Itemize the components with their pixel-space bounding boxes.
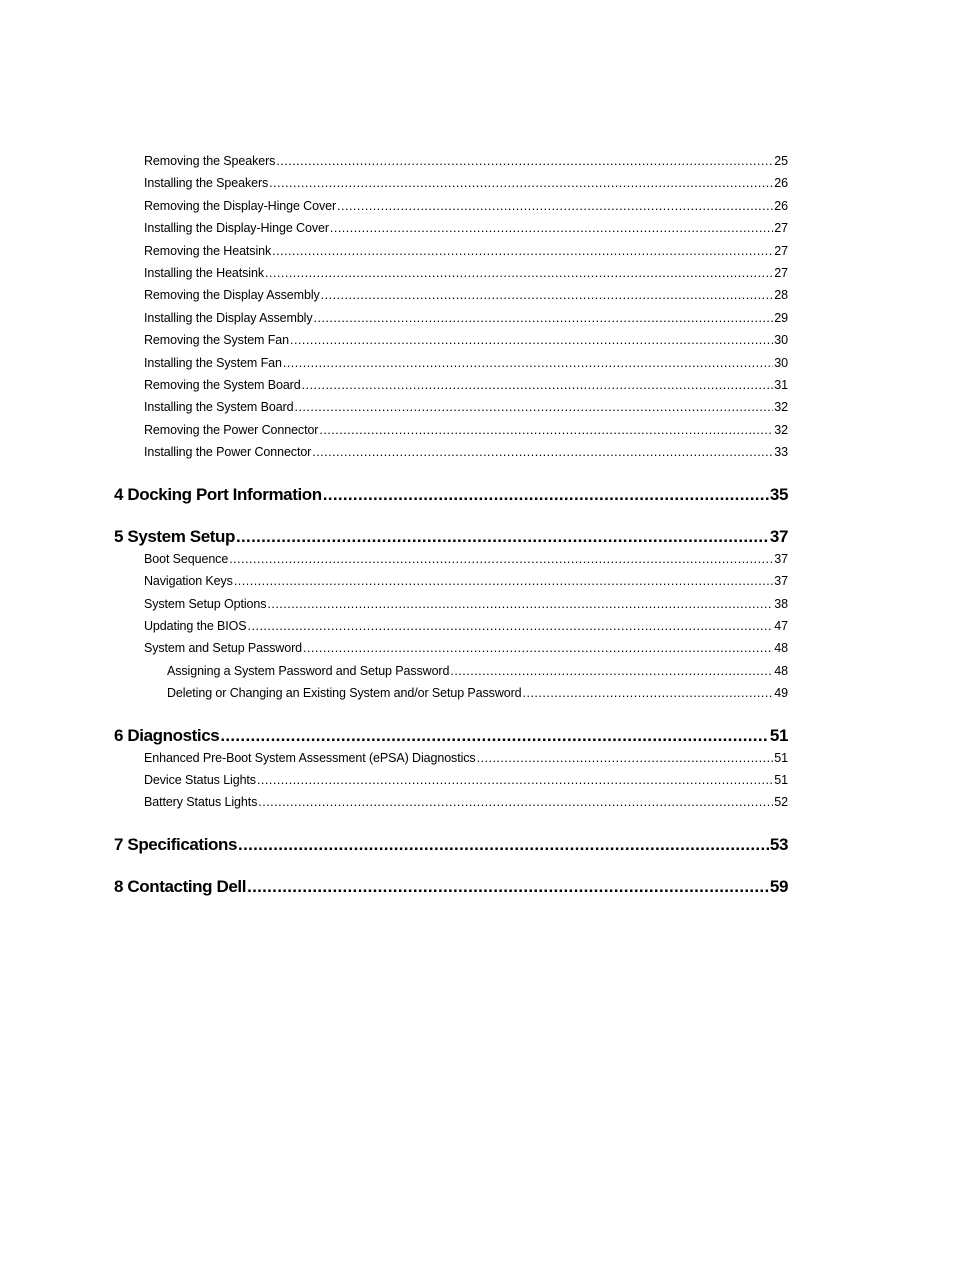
toc-entry[interactable] (114, 769, 788, 791)
toc-entry[interactable] (114, 637, 788, 659)
dot-leader (257, 769, 773, 791)
toc-entry[interactable] (114, 150, 788, 172)
toc-entry-label: System Setup Options (144, 596, 267, 611)
dot-leader (283, 352, 773, 374)
toc-chapter-7[interactable] (114, 834, 788, 856)
dot-leader (247, 876, 769, 898)
toc-entry-page: 26 (774, 198, 788, 213)
toc-entry-label: Installing the Display Assembly (144, 310, 313, 325)
toc-entry-page: 31 (774, 378, 788, 393)
toc-entry-page: 48 (774, 641, 788, 656)
toc-entry[interactable] (114, 419, 788, 441)
chapter-label: 4 Docking Port Information (114, 484, 322, 504)
toc-entry[interactable] (114, 593, 788, 615)
toc-entry[interactable] (114, 262, 788, 284)
toc-subentry[interactable] (114, 660, 788, 682)
table-of-contents (114, 150, 788, 898)
toc-entry[interactable] (114, 307, 788, 329)
chapter-label: 7 Specifications (114, 834, 238, 854)
chapter-label: 6 Diagnostics (114, 725, 220, 745)
toc-entry-label: Navigation Keys (144, 574, 233, 589)
toc-entry-label: Removing the Power Connector (144, 422, 319, 437)
toc-entry-label: Removing the System Board (144, 378, 301, 393)
toc-entry[interactable] (114, 548, 788, 570)
toc-entry-page: 48 (774, 663, 788, 678)
dot-leader (523, 682, 774, 704)
chapter-page: 59 (769, 876, 788, 896)
toc-chapter-5[interactable] (114, 526, 788, 548)
toc-entry-page: 29 (774, 310, 788, 325)
dot-leader (269, 172, 773, 194)
toc-entry-label: Device Status Lights (144, 772, 256, 787)
toc-entry-label: Boot Sequence (144, 551, 229, 566)
toc-entry-page: 30 (774, 355, 788, 370)
toc-chapter-8[interactable] (114, 876, 788, 898)
toc-entry[interactable] (114, 374, 788, 396)
toc-entry-label: Assigning a System Password and Setup Password (167, 663, 450, 678)
toc-entry[interactable] (114, 217, 788, 239)
toc-entry-label: Removing the Speakers (144, 154, 276, 168)
toc-entry-label: Removing the System Fan (144, 333, 289, 348)
toc-entry-label: Deleting or Changing an Existing System and/or Setup Password (167, 686, 522, 701)
toc-entry-label: Installing the Display-Hinge Cover (144, 221, 329, 236)
toc-entry-label: Enhanced Pre-Boot System Assessment (ePSA) Diagnostics (144, 750, 476, 765)
chapter-page: 35 (769, 484, 788, 504)
toc-entry[interactable] (114, 240, 788, 262)
toc-entry-page: 37 (774, 574, 788, 589)
dot-leader (337, 195, 773, 217)
toc-entry[interactable] (114, 195, 788, 217)
dot-leader (290, 329, 773, 351)
toc-entry-label: Installing the Heatsink (144, 266, 264, 281)
toc-entry-label: Installing the System Fan (144, 355, 282, 370)
toc-entry[interactable] (114, 352, 788, 374)
dot-leader (321, 284, 774, 306)
toc-entry-page: 30 (774, 333, 788, 348)
toc-entry-label: Installing the System Board (144, 400, 294, 415)
toc-entry-label: Battery Status Lights (144, 795, 258, 810)
chapter-page: 37 (769, 526, 788, 546)
toc-entry[interactable] (114, 329, 788, 351)
toc-chapter-4[interactable] (114, 484, 788, 506)
dot-leader (267, 593, 773, 615)
dot-leader (319, 419, 773, 441)
toc-entry-page: 49 (774, 686, 788, 701)
dot-leader (234, 570, 773, 592)
toc-entry[interactable] (114, 791, 788, 813)
dot-leader (323, 484, 769, 506)
dot-leader (303, 637, 773, 659)
dot-leader (330, 217, 773, 239)
dot-leader (302, 374, 774, 396)
toc-entry-label: System and Setup Password (144, 641, 302, 656)
toc-entry-label: Removing the Display-Hinge Cover (144, 198, 337, 213)
toc-entry-page: 32 (774, 422, 788, 437)
toc-entry[interactable] (114, 284, 788, 306)
chapter-label: 8 Contacting Dell (114, 876, 247, 896)
dot-leader (236, 526, 769, 548)
toc-entry-page: 47 (774, 618, 788, 633)
dot-leader (312, 441, 773, 463)
dot-leader (258, 791, 773, 813)
toc-entry-label: Installing the Power Connector (144, 445, 312, 460)
toc-entry[interactable] (114, 570, 788, 592)
chapter-page: 53 (769, 834, 788, 854)
toc-entry[interactable] (114, 172, 788, 194)
toc-entry-label: Updating the BIOS (144, 618, 247, 633)
toc-entry-page: 52 (774, 795, 788, 810)
toc-entry-label: Removing the Heatsink (144, 243, 272, 258)
toc-entry-page: 26 (774, 176, 788, 191)
toc-entry-page: 51 (774, 750, 788, 765)
toc-entry-page: 51 (774, 772, 788, 787)
dot-leader (229, 548, 773, 570)
toc-entry-page: 27 (774, 221, 788, 236)
toc-chapter-6[interactable] (114, 725, 788, 747)
toc-entry[interactable] (114, 747, 788, 769)
dot-leader (248, 615, 774, 637)
toc-subentry[interactable] (114, 682, 788, 704)
chapter-page: 51 (769, 725, 788, 745)
dot-leader (276, 150, 773, 172)
dot-leader (450, 660, 773, 682)
chapter-label: 5 System Setup (114, 526, 236, 546)
toc-entry-page: 32 (774, 400, 788, 415)
dot-leader (238, 834, 769, 856)
toc-entry-page: 25 (774, 154, 788, 168)
toc-entry-page: 37 (774, 551, 788, 566)
dot-leader (272, 240, 773, 262)
dot-leader (314, 307, 774, 329)
dot-leader (294, 396, 773, 418)
toc-entry-page: 28 (774, 288, 788, 303)
dot-leader (477, 747, 774, 769)
dot-leader (265, 262, 773, 284)
toc-entry-label: Removing the Display Assembly (144, 288, 320, 303)
toc-entry[interactable] (114, 441, 788, 463)
toc-entry-page: 38 (774, 596, 788, 611)
toc-entry-label: Installing the Speakers (144, 176, 269, 191)
toc-entry[interactable] (114, 615, 788, 637)
toc-entry[interactable] (114, 396, 788, 418)
dot-leader (220, 725, 769, 747)
toc-entry-page: 33 (774, 445, 788, 460)
toc-entry-page: 27 (774, 266, 788, 281)
toc-entry-page: 27 (774, 243, 788, 258)
